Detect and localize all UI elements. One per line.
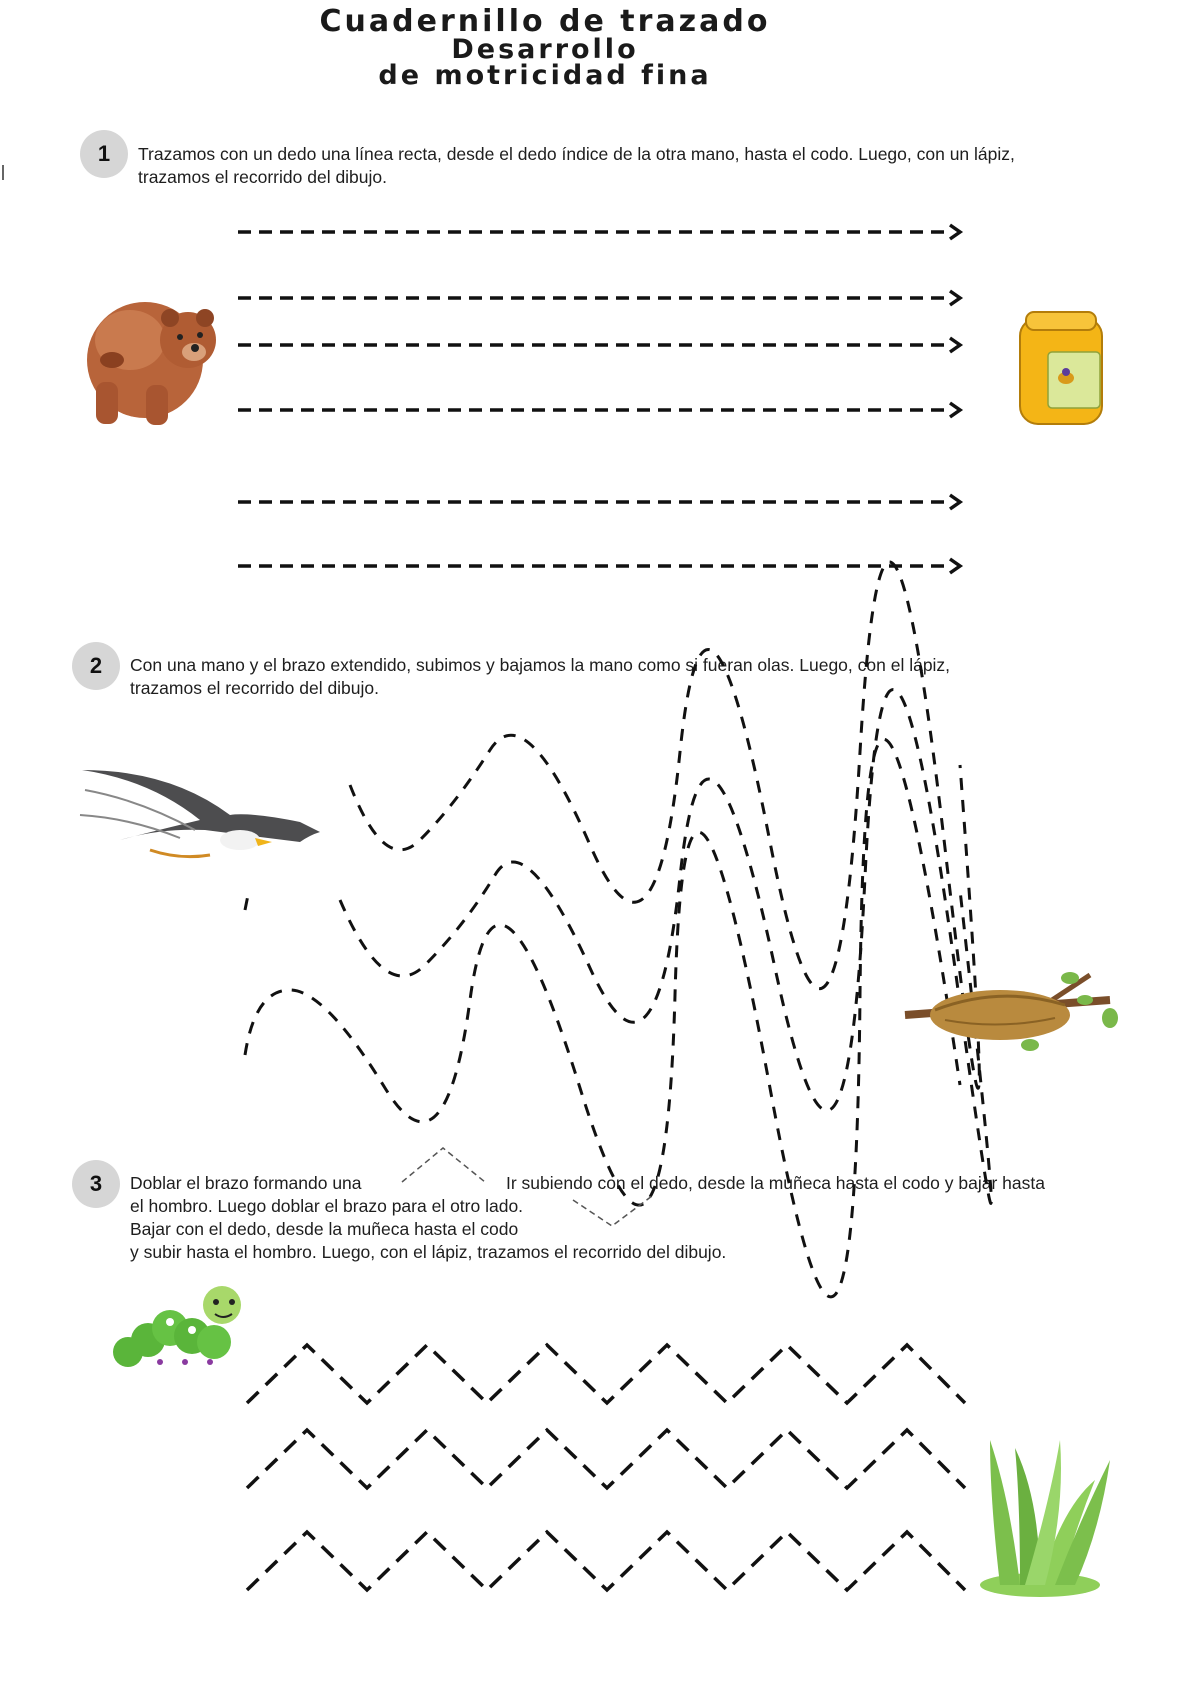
exercise-3-line-1b: Ir subiendo con el dedo, desde la muñeca hasta el codo y bajar hasta [506,1173,1045,1193]
exercise-2-line-2: trazamos el recorrido del dibujo. [130,678,380,698]
exercise-3-line-4: y subir hasta el hombro. Luego, con el lápiz, trazamos el recorrido del dibujo. [130,1242,727,1262]
exercise-3-line-3: Bajar con el dedo, desde la muñeca hasta el codo [130,1219,519,1239]
wave-line-3 [245,739,960,1297]
wave-line-1 [350,562,979,1088]
exercise-3-line-2: el hombro. Luego doblar el brazo para el otro lado. [130,1196,524,1216]
wave-tracing-lines [245,562,991,1297]
straight-line-4 [238,403,960,417]
straight-line-6 [238,559,960,573]
straight-tracing-lines [238,225,960,573]
zigzag-tracing-lines [247,1345,965,1590]
grass-icon [980,1440,1110,1597]
eagle-icon [80,770,320,857]
zigzag-line-3 [247,1532,965,1590]
exercise-1-number: 1 [80,130,128,178]
exercise-3-line-1a: Doblar el brazo formando una [130,1173,362,1193]
bear-icon [87,302,216,425]
page-subtitle-1: Desarrollo [451,34,639,65]
inline-peak-shape [402,1148,485,1182]
zigzag-line-1 [247,1345,965,1403]
exercise-1-line-1: Trazamos con un dedo una línea recta, desde el dedo índice de la otra mano, hasta el codo. Luego, con un lápiz, [138,144,1015,164]
exercise-2-number: 2 [72,642,120,690]
straight-line-5 [238,495,960,509]
inline-valley-shape [573,1196,652,1226]
exercise-1-line-2: trazamos el recorrido del dibujo. [138,167,388,187]
exercise-2-line-1: Con una mano y el brazo extendido, subimos y bajamos la mano como si fueran olas. Luego, con el lápiz, [130,655,951,675]
exercise-3-number: 3 [72,1160,120,1208]
straight-line-3 [238,338,960,352]
page-title: Cuadernillo de trazado [319,4,771,39]
straight-line-1 [238,225,960,239]
page-subtitle-2: de motricidad fina [378,60,712,91]
straight-line-2 [238,291,960,305]
wave-line-2 [245,690,991,1204]
zigzag-line-2 [247,1430,965,1488]
nest-icon [905,972,1118,1051]
honey-jar-icon [1020,312,1102,424]
caterpillar-icon [113,1286,241,1367]
